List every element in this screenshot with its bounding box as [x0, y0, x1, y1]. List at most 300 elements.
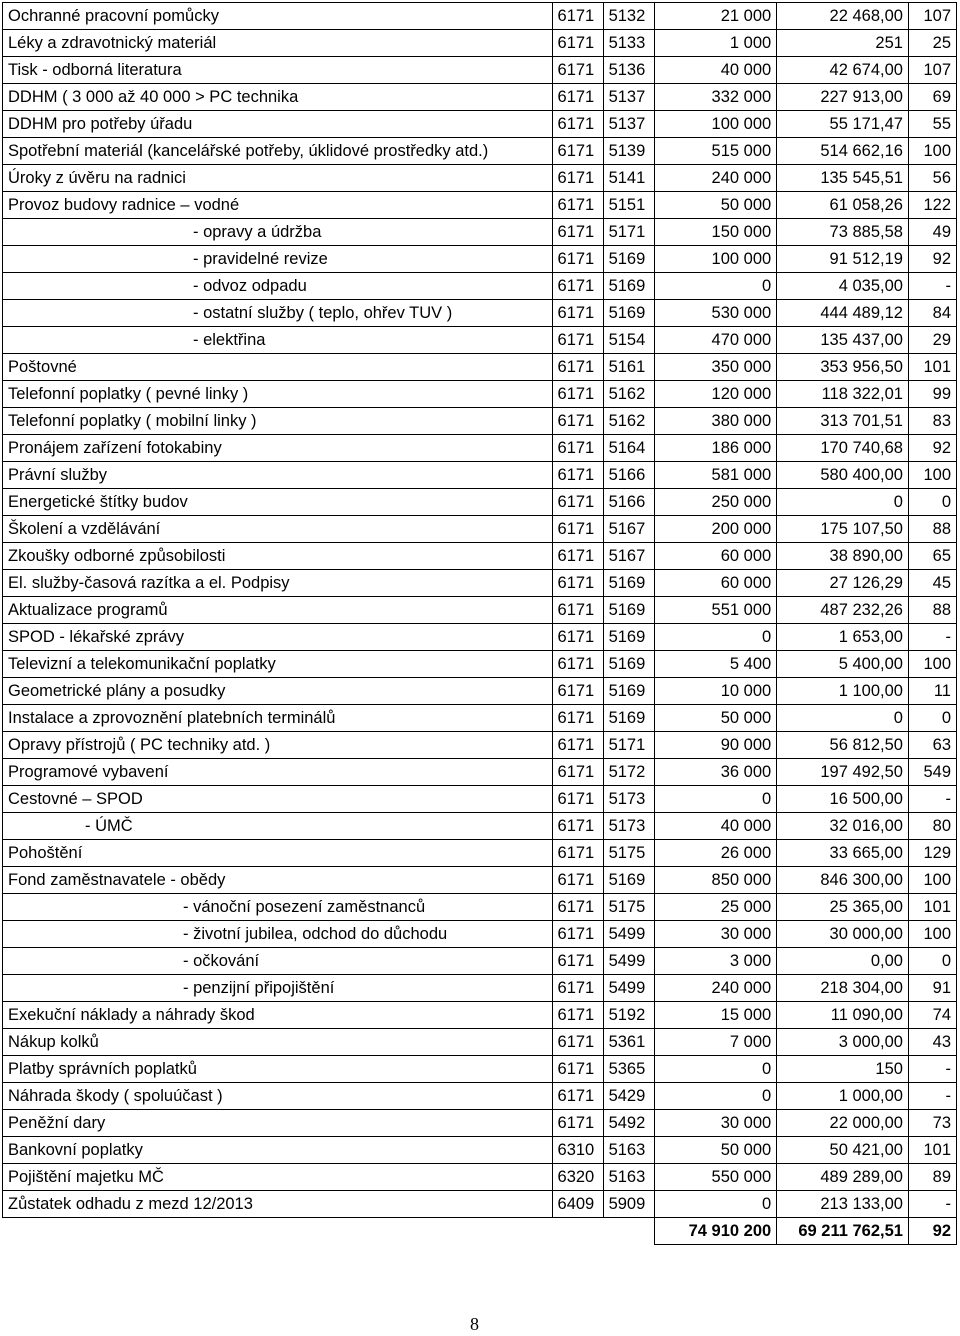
item-code: 5136 — [603, 57, 654, 84]
paragraph-code: 6171 — [552, 300, 603, 327]
paragraph-code: 6171 — [552, 570, 603, 597]
item-code: 5132 — [603, 3, 654, 30]
table-row — [3, 246, 957, 273]
table-row — [3, 57, 957, 84]
item-name: Ochranné pracovní pomůcky — [3, 3, 553, 30]
table-row — [3, 948, 957, 975]
percent-fulfilled: 0 — [908, 705, 956, 732]
table-row — [3, 408, 957, 435]
table-row — [3, 1029, 957, 1056]
planned-amount: 15 000 — [654, 1002, 777, 1029]
item-code: 5162 — [603, 381, 654, 408]
actual-amount: 4 035,00 — [777, 273, 909, 300]
planned-amount: 60 000 — [654, 570, 777, 597]
item-code: 5133 — [603, 30, 654, 57]
paragraph-code: 6171 — [552, 840, 603, 867]
table-row — [3, 3, 957, 30]
item-name: - životní jubilea, odchod do důchodu — [3, 921, 553, 948]
item-name: - elektřina — [3, 327, 553, 354]
table-row — [3, 651, 957, 678]
item-code: 5175 — [603, 840, 654, 867]
table-row — [3, 1164, 957, 1191]
item-code: 5167 — [603, 543, 654, 570]
paragraph-code: 6171 — [552, 30, 603, 57]
item-code: 5167 — [603, 516, 654, 543]
percent-fulfilled: 25 — [908, 30, 956, 57]
item-code: 5163 — [603, 1137, 654, 1164]
paragraph-code: 6171 — [552, 948, 603, 975]
planned-amount: 186 000 — [654, 435, 777, 462]
percent-fulfilled: 92 — [908, 246, 956, 273]
item-code: 5166 — [603, 489, 654, 516]
paragraph-code: 6310 — [552, 1137, 603, 1164]
paragraph-code: 6171 — [552, 435, 603, 462]
item-code: 5141 — [603, 165, 654, 192]
item-code: 5173 — [603, 813, 654, 840]
percent-fulfilled: 89 — [908, 1164, 956, 1191]
table-row — [3, 597, 957, 624]
percent-fulfilled: 74 — [908, 1002, 956, 1029]
actual-amount: 213 133,00 — [777, 1191, 909, 1218]
planned-amount: 515 000 — [654, 138, 777, 165]
planned-amount: 40 000 — [654, 813, 777, 840]
table-row — [3, 300, 957, 327]
paragraph-code: 6171 — [552, 732, 603, 759]
actual-amount: 170 740,68 — [777, 435, 909, 462]
total-plan: 74 910 200 — [654, 1218, 777, 1245]
planned-amount: 30 000 — [654, 921, 777, 948]
paragraph-code: 6171 — [552, 246, 603, 273]
percent-fulfilled: - — [908, 624, 956, 651]
planned-amount: 0 — [654, 273, 777, 300]
planned-amount: 36 000 — [654, 759, 777, 786]
paragraph-code: 6171 — [552, 165, 603, 192]
planned-amount: 120 000 — [654, 381, 777, 408]
paragraph-code: 6171 — [552, 3, 603, 30]
percent-fulfilled: - — [908, 273, 956, 300]
budget-rows — [3, 3, 957, 1218]
percent-fulfilled: 101 — [908, 894, 956, 921]
item-code: 5365 — [603, 1056, 654, 1083]
table-row — [3, 381, 957, 408]
paragraph-code: 6171 — [552, 543, 603, 570]
table-row — [3, 273, 957, 300]
planned-amount: 50 000 — [654, 192, 777, 219]
actual-amount: 30 000,00 — [777, 921, 909, 948]
paragraph-code: 6171 — [552, 597, 603, 624]
percent-fulfilled: 100 — [908, 651, 956, 678]
item-code: 5137 — [603, 84, 654, 111]
percent-fulfilled: 45 — [908, 570, 956, 597]
table-row — [3, 84, 957, 111]
percent-fulfilled: 101 — [908, 354, 956, 381]
paragraph-code: 6171 — [552, 354, 603, 381]
actual-amount: 33 665,00 — [777, 840, 909, 867]
item-code: 5429 — [603, 1083, 654, 1110]
table-row — [3, 678, 957, 705]
planned-amount: 240 000 — [654, 975, 777, 1002]
item-code: 5171 — [603, 732, 654, 759]
planned-amount: 30 000 — [654, 1110, 777, 1137]
item-name: - pravidelné revize — [3, 246, 553, 273]
budget-table — [2, 2, 957, 1245]
paragraph-code: 6171 — [552, 111, 603, 138]
item-name: Léky a zdravotnický materiál — [3, 30, 553, 57]
item-name: Právní služby — [3, 462, 553, 489]
item-name: Opravy přístrojů ( PC techniky atd. ) — [3, 732, 553, 759]
item-name: - ÚMČ — [3, 813, 553, 840]
item-code: 5169 — [603, 246, 654, 273]
percent-fulfilled: 88 — [908, 516, 956, 543]
item-code: 5169 — [603, 867, 654, 894]
percent-fulfilled: 11 — [908, 678, 956, 705]
paragraph-code: 6171 — [552, 813, 603, 840]
item-name: Náhrada škody ( spoluúčast ) — [3, 1083, 553, 1110]
actual-amount: 444 489,12 — [777, 300, 909, 327]
paragraph-code: 6171 — [552, 57, 603, 84]
planned-amount: 250 000 — [654, 489, 777, 516]
item-name: Instalace a zprovoznění platebních terminálů — [3, 705, 553, 732]
table-row — [3, 543, 957, 570]
actual-amount: 353 956,50 — [777, 354, 909, 381]
item-name: Spotřební materiál (kancelářské potřeby, úklidové prostředky atd.) — [3, 138, 553, 165]
table-row — [3, 975, 957, 1002]
table-row — [3, 867, 957, 894]
paragraph-code: 6171 — [552, 759, 603, 786]
percent-fulfilled: - — [908, 1191, 956, 1218]
item-code: 5361 — [603, 1029, 654, 1056]
item-name: Geometrické plány a posudky — [3, 678, 553, 705]
item-name: Pojištění majetku MČ — [3, 1164, 553, 1191]
actual-amount: 175 107,50 — [777, 516, 909, 543]
item-name: Provoz budovy radnice – vodné — [3, 192, 553, 219]
actual-amount: 27 126,29 — [777, 570, 909, 597]
actual-amount: 38 890,00 — [777, 543, 909, 570]
actual-amount: 514 662,16 — [777, 138, 909, 165]
actual-amount: 150 — [777, 1056, 909, 1083]
planned-amount: 200 000 — [654, 516, 777, 543]
planned-amount: 0 — [654, 624, 777, 651]
planned-amount: 40 000 — [654, 57, 777, 84]
item-name: Zkoušky odborné způsobilosti — [3, 543, 553, 570]
paragraph-code: 6171 — [552, 894, 603, 921]
percent-fulfilled: 84 — [908, 300, 956, 327]
paragraph-code: 6171 — [552, 408, 603, 435]
paragraph-code: 6171 — [552, 1083, 603, 1110]
percent-fulfilled: 55 — [908, 111, 956, 138]
percent-fulfilled: 49 — [908, 219, 956, 246]
actual-amount: 0,00 — [777, 948, 909, 975]
percent-fulfilled: 107 — [908, 57, 956, 84]
item-code: 5172 — [603, 759, 654, 786]
item-name: - penzijní připojištění — [3, 975, 553, 1002]
item-code: 5499 — [603, 975, 654, 1002]
page-number: 8 — [470, 1314, 479, 1334]
planned-amount: 550 000 — [654, 1164, 777, 1191]
planned-amount: 850 000 — [654, 867, 777, 894]
actual-amount: 32 016,00 — [777, 813, 909, 840]
actual-amount: 0 — [777, 489, 909, 516]
table-row — [3, 192, 957, 219]
actual-amount: 91 512,19 — [777, 246, 909, 273]
percent-fulfilled: 107 — [908, 3, 956, 30]
planned-amount: 5 400 — [654, 651, 777, 678]
planned-amount: 25 000 — [654, 894, 777, 921]
actual-amount: 118 322,01 — [777, 381, 909, 408]
item-name: Zůstatek odhadu z mezd 12/2013 — [3, 1191, 553, 1218]
percent-fulfilled: 99 — [908, 381, 956, 408]
actual-amount: 56 812,50 — [777, 732, 909, 759]
actual-amount: 22 468,00 — [777, 3, 909, 30]
item-name: Tisk - odborná literatura — [3, 57, 553, 84]
table-row — [3, 1191, 957, 1218]
actual-amount: 135 437,00 — [777, 327, 909, 354]
item-name: Telefonní poplatky ( mobilní linky ) — [3, 408, 553, 435]
planned-amount: 7 000 — [654, 1029, 777, 1056]
total-row — [3, 1218, 957, 1245]
item-name: - ostatní služby ( teplo, ohřev TUV ) — [3, 300, 553, 327]
actual-amount: 135 545,51 — [777, 165, 909, 192]
percent-fulfilled: 101 — [908, 1137, 956, 1164]
paragraph-code: 6171 — [552, 219, 603, 246]
item-code: 5154 — [603, 327, 654, 354]
planned-amount: 50 000 — [654, 1137, 777, 1164]
item-name: Exekuční náklady a náhrady škod — [3, 1002, 553, 1029]
percent-fulfilled: 63 — [908, 732, 956, 759]
item-name: Cestovné – SPOD — [3, 786, 553, 813]
item-code: 5175 — [603, 894, 654, 921]
table-row — [3, 462, 957, 489]
item-name: Energetické štítky budov — [3, 489, 553, 516]
percent-fulfilled: 549 — [908, 759, 956, 786]
item-code: 5166 — [603, 462, 654, 489]
actual-amount: 50 421,00 — [777, 1137, 909, 1164]
item-name: DDHM pro potřeby úřadu — [3, 111, 553, 138]
paragraph-code: 6171 — [552, 867, 603, 894]
percent-fulfilled: 88 — [908, 597, 956, 624]
item-name: Fond zaměstnavatele - obědy — [3, 867, 553, 894]
percent-fulfilled: 100 — [908, 867, 956, 894]
table-row — [3, 1002, 957, 1029]
paragraph-code: 6171 — [552, 705, 603, 732]
actual-amount: 487 232,26 — [777, 597, 909, 624]
item-name: Peněžní dary — [3, 1110, 553, 1137]
item-code: 5164 — [603, 435, 654, 462]
percent-fulfilled: 65 — [908, 543, 956, 570]
table-row — [3, 840, 957, 867]
item-code: 5163 — [603, 1164, 654, 1191]
item-code: 5162 — [603, 408, 654, 435]
planned-amount: 0 — [654, 786, 777, 813]
paragraph-code: 6171 — [552, 1110, 603, 1137]
paragraph-code: 6171 — [552, 921, 603, 948]
actual-amount: 227 913,00 — [777, 84, 909, 111]
table-row — [3, 732, 957, 759]
actual-amount: 16 500,00 — [777, 786, 909, 813]
planned-amount: 581 000 — [654, 462, 777, 489]
actual-amount: 3 000,00 — [777, 1029, 909, 1056]
table-row — [3, 354, 957, 381]
actual-amount: 197 492,50 — [777, 759, 909, 786]
actual-amount: 489 289,00 — [777, 1164, 909, 1191]
paragraph-code: 6171 — [552, 1002, 603, 1029]
planned-amount: 3 000 — [654, 948, 777, 975]
percent-fulfilled: 43 — [908, 1029, 956, 1056]
percent-fulfilled: 100 — [908, 138, 956, 165]
item-name: Pohoštění — [3, 840, 553, 867]
paragraph-code: 6171 — [552, 138, 603, 165]
percent-fulfilled: 100 — [908, 462, 956, 489]
paragraph-code: 6171 — [552, 1056, 603, 1083]
table-row — [3, 219, 957, 246]
percent-fulfilled: 83 — [908, 408, 956, 435]
item-name: Telefonní poplatky ( pevné linky ) — [3, 381, 553, 408]
paragraph-code: 6171 — [552, 327, 603, 354]
paragraph-code: 6320 — [552, 1164, 603, 1191]
percent-fulfilled: 29 — [908, 327, 956, 354]
planned-amount: 380 000 — [654, 408, 777, 435]
item-name: Úroky z úvěru na radnici — [3, 165, 553, 192]
planned-amount: 90 000 — [654, 732, 777, 759]
table-row — [3, 624, 957, 651]
percent-fulfilled: - — [908, 1056, 956, 1083]
item-code: 5139 — [603, 138, 654, 165]
item-name: SPOD - lékařské zprávy — [3, 624, 553, 651]
table-row — [3, 489, 957, 516]
percent-fulfilled: 100 — [908, 921, 956, 948]
item-code: 5161 — [603, 354, 654, 381]
item-name: Programové vybavení — [3, 759, 553, 786]
table-row — [3, 111, 957, 138]
item-name: Poštovné — [3, 354, 553, 381]
planned-amount: 100 000 — [654, 246, 777, 273]
paragraph-code: 6171 — [552, 273, 603, 300]
item-code: 5169 — [603, 705, 654, 732]
table-row — [3, 30, 957, 57]
item-code: 5169 — [603, 273, 654, 300]
planned-amount: 60 000 — [654, 543, 777, 570]
item-code: 5499 — [603, 948, 654, 975]
percent-fulfilled: - — [908, 1083, 956, 1110]
table-row — [3, 894, 957, 921]
item-code: 5171 — [603, 219, 654, 246]
actual-amount: 251 — [777, 30, 909, 57]
actual-amount: 73 885,58 — [777, 219, 909, 246]
item-name: Nákup kolků — [3, 1029, 553, 1056]
table-row — [3, 1110, 957, 1137]
planned-amount: 240 000 — [654, 165, 777, 192]
planned-amount: 530 000 — [654, 300, 777, 327]
table-row — [3, 327, 957, 354]
table-row — [3, 1083, 957, 1110]
planned-amount: 0 — [654, 1191, 777, 1218]
paragraph-code: 6171 — [552, 84, 603, 111]
paragraph-code: 6171 — [552, 192, 603, 219]
table-row — [3, 813, 957, 840]
planned-amount: 470 000 — [654, 327, 777, 354]
item-code: 5499 — [603, 921, 654, 948]
item-code: 5169 — [603, 678, 654, 705]
actual-amount: 846 300,00 — [777, 867, 909, 894]
actual-amount: 22 000,00 — [777, 1110, 909, 1137]
planned-amount: 350 000 — [654, 354, 777, 381]
table-row — [3, 705, 957, 732]
percent-fulfilled: 0 — [908, 948, 956, 975]
item-name: Platby správních poplatků — [3, 1056, 553, 1083]
item-name: - vánoční posezení zaměstnanců — [3, 894, 553, 921]
actual-amount: 1 000,00 — [777, 1083, 909, 1110]
percent-fulfilled: 80 — [908, 813, 956, 840]
table-row — [3, 1056, 957, 1083]
percent-fulfilled: 122 — [908, 192, 956, 219]
actual-amount: 5 400,00 — [777, 651, 909, 678]
item-code: 5169 — [603, 597, 654, 624]
item-name: Školení a vzdělávání — [3, 516, 553, 543]
planned-amount: 332 000 — [654, 84, 777, 111]
planned-amount: 100 000 — [654, 111, 777, 138]
table-row — [3, 516, 957, 543]
actual-amount: 55 171,47 — [777, 111, 909, 138]
actual-amount: 25 365,00 — [777, 894, 909, 921]
table-row — [3, 786, 957, 813]
item-name: El. služby-časová razítka a el. Podpisy — [3, 570, 553, 597]
paragraph-code: 6171 — [552, 786, 603, 813]
planned-amount: 1 000 — [654, 30, 777, 57]
planned-amount: 26 000 — [654, 840, 777, 867]
paragraph-code: 6171 — [552, 1029, 603, 1056]
item-code: 5169 — [603, 651, 654, 678]
item-code: 5173 — [603, 786, 654, 813]
paragraph-code: 6409 — [552, 1191, 603, 1218]
planned-amount: 0 — [654, 1056, 777, 1083]
actual-amount: 0 — [777, 705, 909, 732]
actual-amount: 1 100,00 — [777, 678, 909, 705]
actual-amount: 1 653,00 — [777, 624, 909, 651]
item-code: 5492 — [603, 1110, 654, 1137]
paragraph-code: 6171 — [552, 516, 603, 543]
percent-fulfilled: 0 — [908, 489, 956, 516]
paragraph-code: 6171 — [552, 651, 603, 678]
item-code: 5169 — [603, 570, 654, 597]
item-name: Bankovní poplatky — [3, 1137, 553, 1164]
planned-amount: 551 000 — [654, 597, 777, 624]
planned-amount: 21 000 — [654, 3, 777, 30]
item-name: - opravy a údržba — [3, 219, 553, 246]
planned-amount: 150 000 — [654, 219, 777, 246]
table-row — [3, 138, 957, 165]
planned-amount: 0 — [654, 1083, 777, 1110]
percent-fulfilled: 91 — [908, 975, 956, 1002]
table-row — [3, 1137, 957, 1164]
total-actual: 69 211 762,51 — [777, 1218, 909, 1245]
item-code: 5137 — [603, 111, 654, 138]
actual-amount: 313 701,51 — [777, 408, 909, 435]
item-name: - odvoz odpadu — [3, 273, 553, 300]
percent-fulfilled: 69 — [908, 84, 956, 111]
table-row — [3, 759, 957, 786]
total-percent: 92 — [908, 1218, 956, 1245]
percent-fulfilled: 129 — [908, 840, 956, 867]
percent-fulfilled: 73 — [908, 1110, 956, 1137]
percent-fulfilled: - — [908, 786, 956, 813]
paragraph-code: 6171 — [552, 678, 603, 705]
item-code: 5169 — [603, 300, 654, 327]
item-code: 5192 — [603, 1002, 654, 1029]
actual-amount: 218 304,00 — [777, 975, 909, 1002]
planned-amount: 10 000 — [654, 678, 777, 705]
item-name: DDHM ( 3 000 až 40 000 > PC technika — [3, 84, 553, 111]
actual-amount: 580 400,00 — [777, 462, 909, 489]
